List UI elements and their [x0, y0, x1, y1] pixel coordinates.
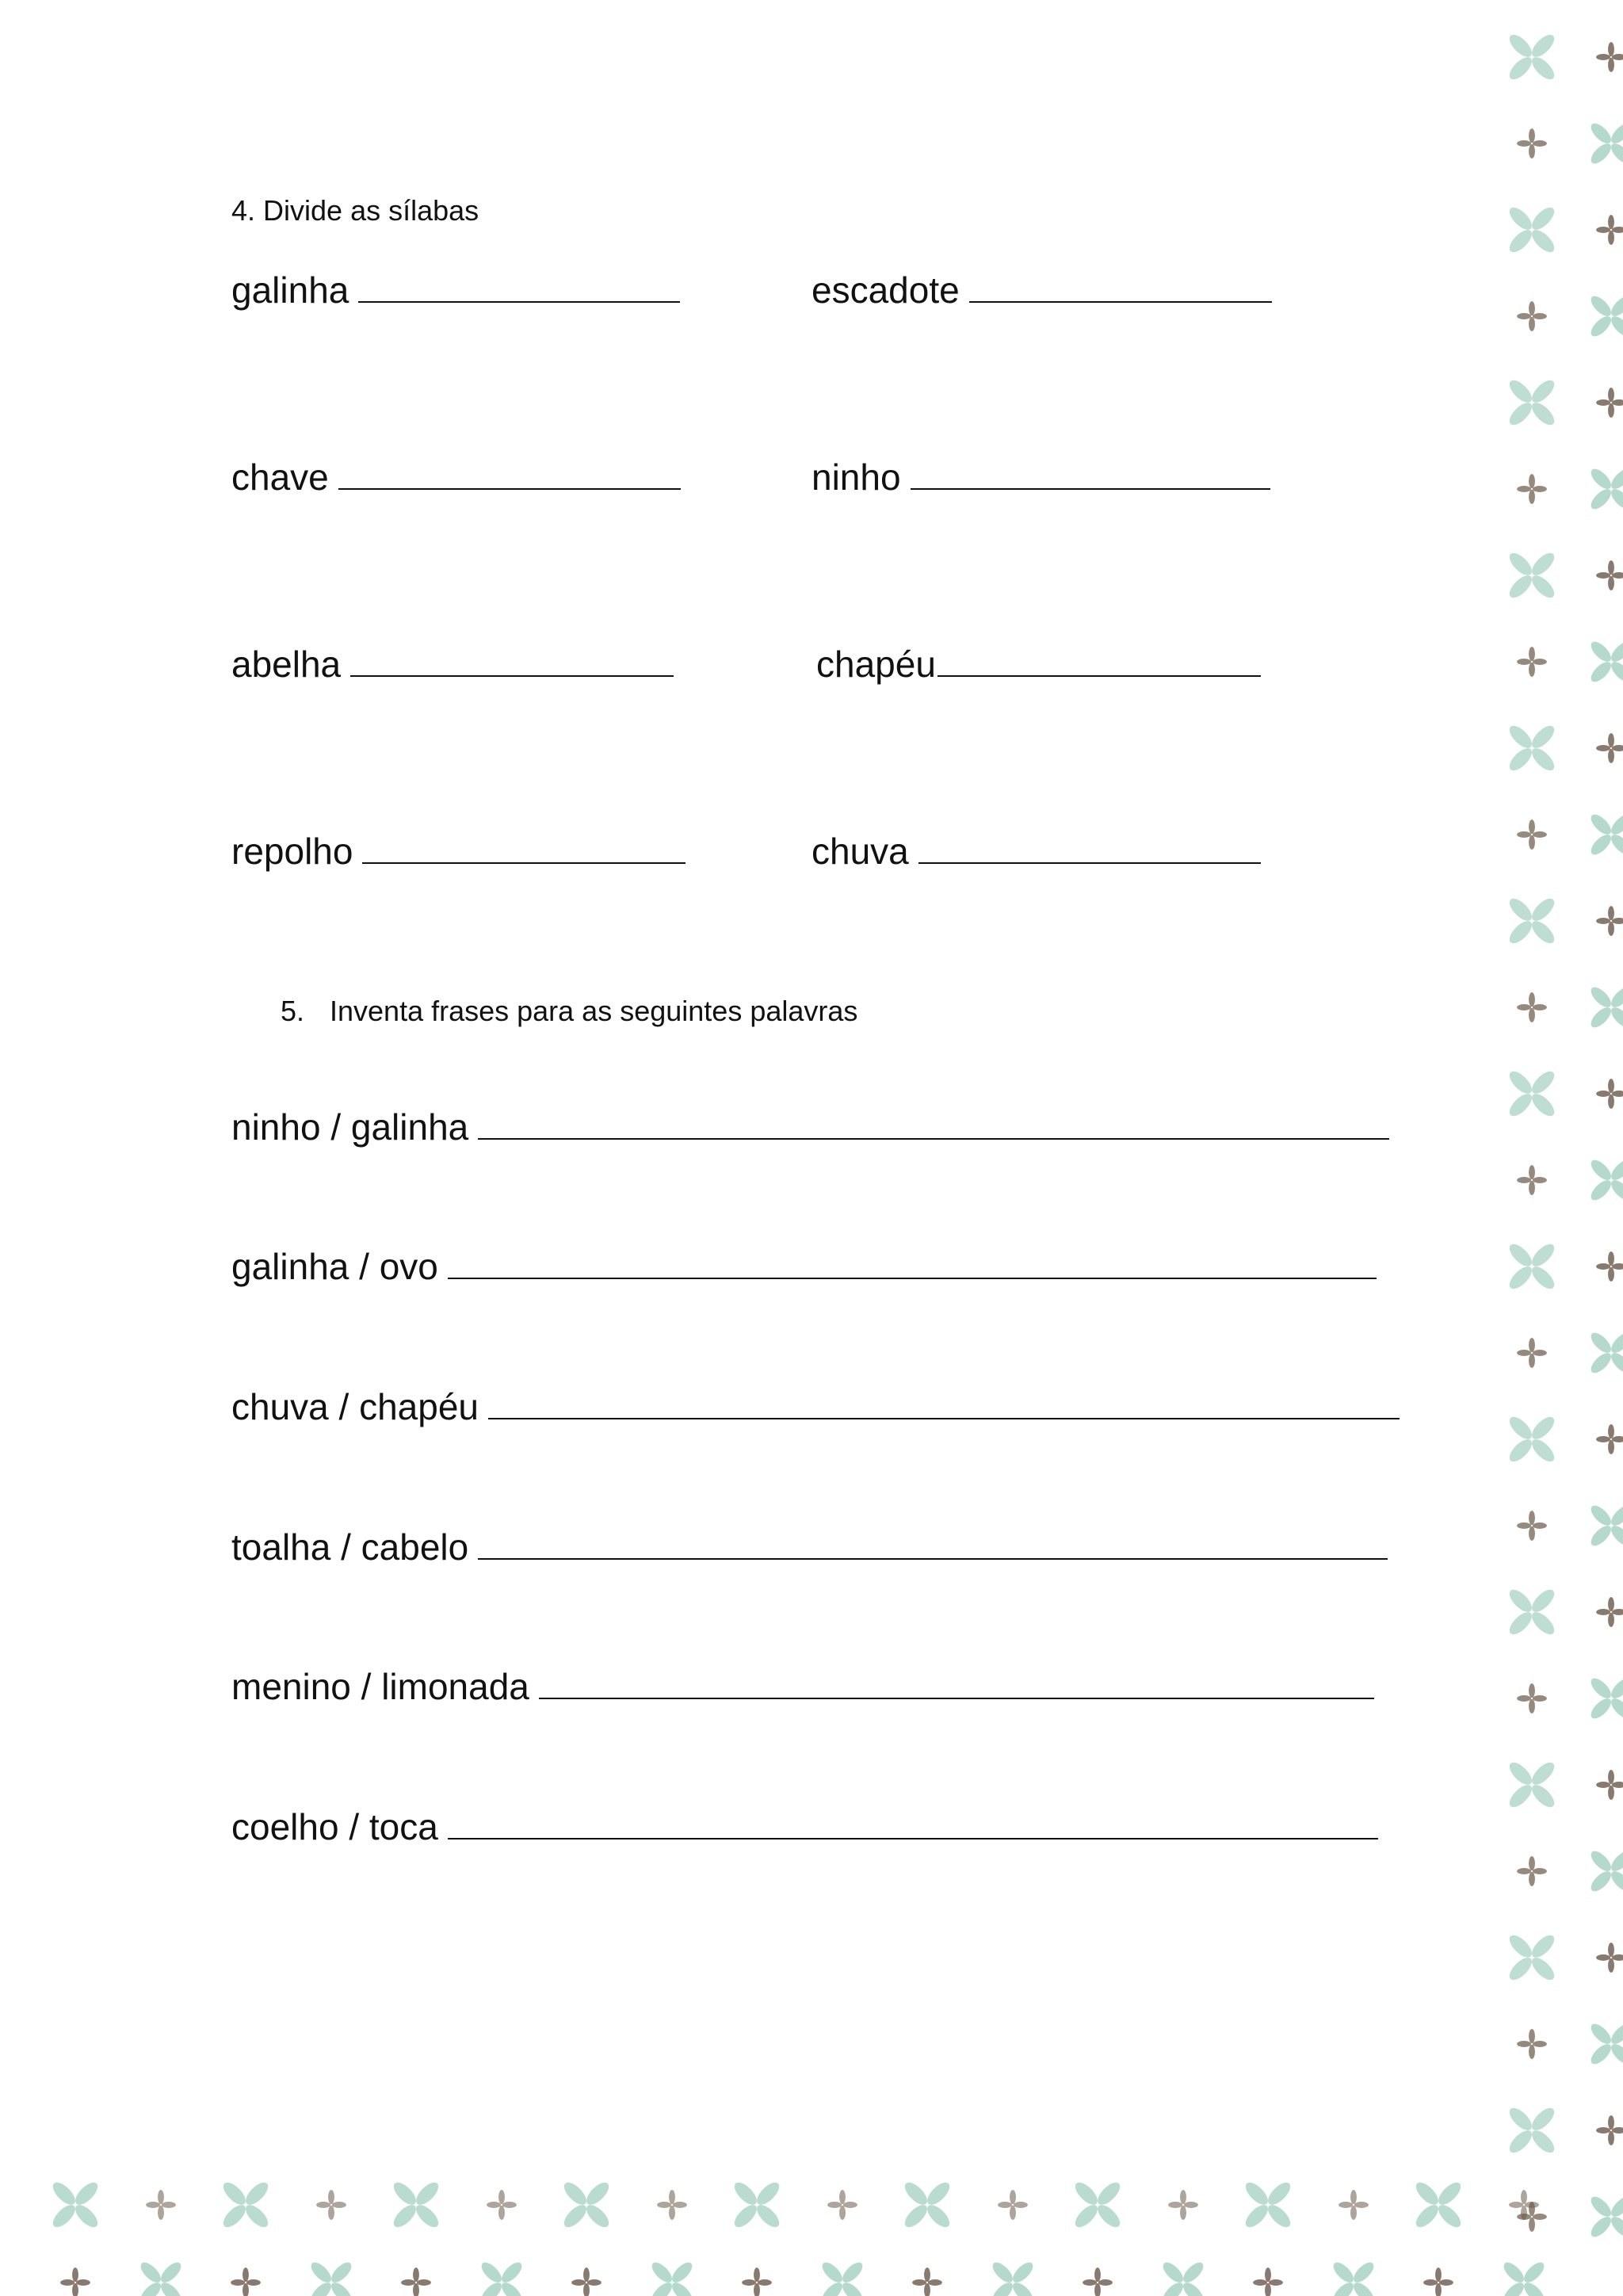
leaf-ornament-icon — [1412, 2179, 1465, 2231]
exercise-5-number: 5. — [281, 995, 305, 1027]
leaf-ornament-icon — [1242, 2179, 1294, 2231]
leaf-ornament-icon — [1071, 2179, 1124, 2231]
cross-ornament-icon — [316, 2190, 346, 2220]
word-label: galinha — [231, 269, 349, 311]
leaf-ornament-icon — [49, 2179, 101, 2231]
leaf-ornament-icon — [1506, 722, 1558, 774]
cross-ornament-icon — [1423, 2267, 1453, 2296]
cross-ornament-icon — [487, 2190, 517, 2220]
cross-ornament-icon — [146, 2190, 176, 2220]
leaf-ornament-icon — [1587, 638, 1623, 685]
cross-ornament-icon — [1517, 992, 1547, 1022]
cross-ornament-icon — [1596, 1943, 1623, 1973]
cross-ornament-icon — [60, 2267, 90, 2296]
prompt-label: menino / limonada — [231, 1666, 529, 1707]
leaf-ornament-icon — [731, 2179, 783, 2231]
cross-ornament-icon — [1596, 1079, 1623, 1109]
answer-line[interactable] — [488, 1415, 1400, 1419]
exercise-4-title: 4. Divide as sílabas — [231, 194, 479, 227]
prompt-label: coelho / toca — [231, 1806, 438, 1847]
syllable-item-chuva — [812, 829, 1261, 873]
cross-ornament-icon — [742, 2267, 772, 2296]
leaf-ornament-icon — [1587, 2020, 1623, 2067]
cross-ornament-icon — [231, 2267, 261, 2296]
answer-line[interactable] — [478, 1555, 1388, 1560]
prompt-label: ninho / galinha — [231, 1106, 469, 1148]
answer-line[interactable] — [350, 672, 674, 677]
answer-line[interactable] — [539, 1694, 1374, 1699]
cross-ornament-icon — [1596, 1597, 1623, 1627]
leaf-ornament-icon — [1587, 984, 1623, 1030]
leaf-ornament-icon — [1506, 549, 1558, 602]
leaf-ornament-icon — [220, 2179, 272, 2231]
cross-ornament-icon — [998, 2190, 1028, 2220]
cross-ornament-icon — [1517, 1511, 1547, 1541]
cross-ornament-icon — [1168, 2190, 1198, 2220]
prompt-label: toalha / cabelo — [231, 1526, 469, 1568]
cross-ornament-icon — [1596, 560, 1623, 590]
cross-ornament-icon — [1596, 388, 1623, 418]
cross-ornament-icon — [1596, 733, 1623, 763]
cross-ornament-icon — [1517, 647, 1547, 677]
leaf-ornament-icon — [648, 2259, 695, 2296]
leaf-ornament-icon — [1506, 376, 1558, 429]
leaf-ornament-icon — [1159, 2259, 1206, 2296]
syllable-item-abelha — [231, 642, 674, 686]
word-label: ninho — [812, 457, 901, 498]
cross-ornament-icon — [1517, 819, 1547, 850]
leaf-ornament-icon — [1506, 31, 1558, 83]
exercise-5-title — [281, 994, 857, 1029]
cross-ornament-icon — [1596, 1770, 1623, 1800]
syllable-item-repolho — [231, 829, 685, 873]
cross-ornament-icon — [1083, 2267, 1113, 2296]
prompt-label: chuva / chapéu — [231, 1386, 479, 1427]
word-label: chuva — [812, 831, 909, 872]
cross-ornament-icon — [1596, 1424, 1623, 1454]
sentence-item — [231, 1805, 1378, 1849]
leaf-ornament-icon — [1330, 2259, 1377, 2296]
leaf-ornament-icon — [1506, 204, 1558, 256]
sentence-item — [231, 1244, 1377, 1289]
leaf-ornament-icon — [1500, 2259, 1547, 2296]
sentence-item — [231, 1385, 1400, 1429]
syllable-item-chapeu — [816, 642, 1261, 686]
leaf-ornament-icon — [307, 2259, 354, 2296]
floral-border-right — [1494, 0, 1623, 2296]
answer-line[interactable] — [448, 1835, 1378, 1839]
leaf-ornament-icon — [390, 2179, 442, 2231]
answer-line[interactable] — [938, 672, 1261, 677]
leaf-ornament-icon — [1506, 1413, 1558, 1465]
answer-line[interactable] — [478, 1135, 1389, 1140]
cross-ornament-icon — [1517, 1683, 1547, 1713]
leaf-ornament-icon — [1506, 895, 1558, 947]
word-label: repolho — [231, 831, 353, 872]
cross-ornament-icon — [657, 2190, 687, 2220]
cross-ornament-icon — [1596, 906, 1623, 936]
leaf-ornament-icon — [989, 2259, 1036, 2296]
cross-ornament-icon — [1596, 2115, 1623, 2145]
leaf-ornament-icon — [1587, 465, 1623, 512]
cross-ornament-icon — [1509, 2190, 1539, 2220]
answer-line[interactable] — [911, 485, 1270, 490]
cross-ornament-icon — [1517, 474, 1547, 504]
sentence-item — [231, 1664, 1374, 1709]
leaf-ornament-icon — [1506, 1240, 1558, 1293]
answer-line[interactable] — [969, 298, 1272, 303]
cross-ornament-icon — [571, 2267, 601, 2296]
syllable-item-ninho — [812, 455, 1270, 499]
leaf-ornament-icon — [1506, 1931, 1558, 1984]
sentence-item — [231, 1525, 1388, 1569]
leaf-ornament-icon — [901, 2179, 953, 2231]
answer-line[interactable] — [358, 298, 680, 303]
leaf-ornament-icon — [1506, 1586, 1558, 1638]
leaf-ornament-icon — [1506, 2104, 1558, 2157]
cross-ornament-icon — [1517, 1338, 1547, 1368]
word-label: chave — [231, 457, 329, 498]
word-label: chapéu — [816, 644, 936, 685]
leaf-ornament-icon — [478, 2259, 525, 2296]
leaf-ornament-icon — [1587, 1675, 1623, 1721]
leaf-ornament-icon — [1587, 1502, 1623, 1549]
cross-ornament-icon — [827, 2190, 857, 2220]
answer-line[interactable] — [338, 485, 681, 490]
prompt-label: galinha / ovo — [231, 1246, 438, 1287]
sentence-item — [231, 1105, 1389, 1149]
word-label: escadote — [812, 269, 960, 311]
leaf-ornament-icon — [137, 2259, 184, 2296]
word-label: abelha — [231, 644, 342, 685]
cross-ornament-icon — [1596, 42, 1623, 72]
leaf-ornament-icon — [1587, 292, 1623, 339]
answer-line[interactable] — [448, 1274, 1377, 1279]
cross-ornament-icon — [1596, 1251, 1623, 1282]
floral-border-bottom — [0, 2164, 1623, 2296]
cross-ornament-icon — [912, 2267, 942, 2296]
leaf-ornament-icon — [1506, 1759, 1558, 1811]
leaf-ornament-icon — [819, 2259, 865, 2296]
syllable-item-escadote — [812, 268, 1272, 312]
leaf-ornament-icon — [1506, 1068, 1558, 1120]
leaf-ornament-icon — [560, 2179, 613, 2231]
answer-line[interactable] — [918, 859, 1261, 864]
cross-ornament-icon — [1253, 2267, 1283, 2296]
cross-ornament-icon — [1517, 1856, 1547, 1886]
cross-ornament-icon — [1517, 2029, 1547, 2059]
leaf-ornament-icon — [1587, 120, 1623, 166]
leaf-ornament-icon — [1587, 811, 1623, 858]
cross-ornament-icon — [1517, 301, 1547, 331]
cross-ornament-icon — [401, 2267, 431, 2296]
leaf-ornament-icon — [1587, 1847, 1623, 1894]
cross-ornament-icon — [1338, 2190, 1369, 2220]
answer-line[interactable] — [362, 859, 685, 864]
syllable-item-chave — [231, 455, 681, 499]
exercise-5-text: Inventa frases para as seguintes palavras — [330, 995, 858, 1027]
cross-ornament-icon — [1517, 1165, 1547, 1195]
leaf-ornament-icon — [1587, 1156, 1623, 1203]
leaf-ornament-icon — [1587, 1329, 1623, 1376]
syllable-item-galinha — [231, 268, 680, 312]
cross-ornament-icon — [1596, 215, 1623, 245]
cross-ornament-icon — [1517, 128, 1547, 159]
